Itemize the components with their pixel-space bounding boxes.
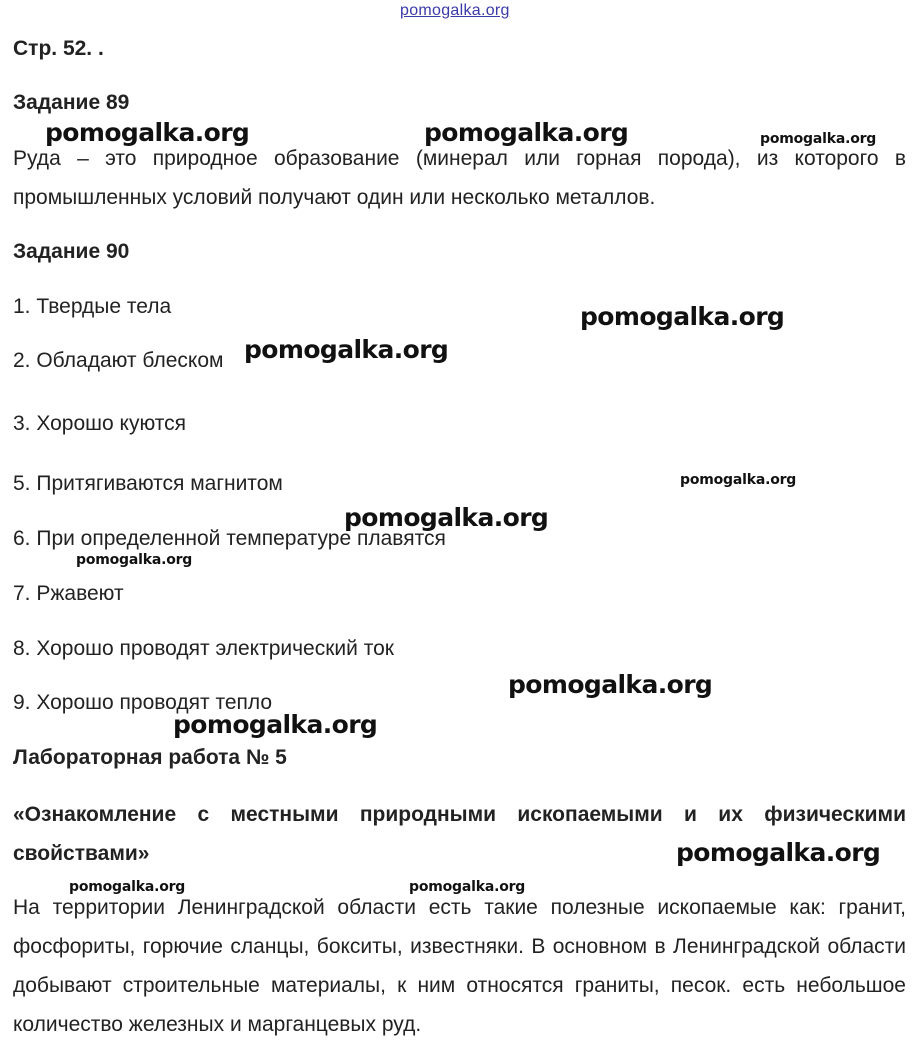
watermark: pomogalka.org: [580, 302, 785, 331]
task-90-item-5: 5. Притягиваются магнитом: [13, 472, 283, 495]
watermark: pomogalka.org: [45, 118, 250, 147]
watermark: pomogalka.org: [69, 879, 186, 895]
task-90-item-9: 9. Хорошо проводят тепло: [13, 691, 273, 714]
task-89-title: Задание 89: [13, 91, 130, 114]
task-89-text: Руда – это природное образование (минерал или горная порода), из которого в промышленных условий получают один или несколько металлов.: [13, 147, 906, 209]
lab-title: Лабораторная работа № 5: [13, 746, 287, 769]
watermark: pomogalka.org: [344, 503, 549, 532]
lab-text: На территории Ленинградской области есть такие полезные ископаемые как: гранит, фосфориты, горючие сланцы, бокситы, известняки. В основном в Ленинградской области добывают строительные материалы, к ним относятся граниты, песок. есть небольшое количество железных и марганцевых руд.: [13, 896, 906, 1036]
watermark: pomogalka.org: [760, 131, 877, 147]
task-90-item-7: 7. Ржавеют: [13, 582, 124, 605]
task-90-title: Задание 90: [13, 240, 130, 263]
watermark: pomogalka.org: [424, 118, 629, 147]
task-90-item-1: 1. Твердые тела: [13, 295, 172, 318]
task-90-item-6: 6. При определенной температуре плавятся: [13, 527, 446, 550]
task-90-item-2: 2. Обладают блеском: [13, 349, 224, 372]
task-90-item-8: 8. Хорошо проводят электрический ток: [13, 637, 394, 660]
watermark: pomogalka.org: [409, 879, 526, 895]
watermark: pomogalka.org: [676, 838, 881, 867]
watermark: pomogalka.org: [508, 670, 713, 699]
lab-subtitle: «Ознакомление с местными природными ископаемыми и их физическими свойствами»: [13, 803, 906, 865]
watermark: pomogalka.org: [244, 335, 449, 364]
watermark: pomogalka.org: [173, 710, 378, 739]
task-90-item-3: 3. Хорошо куются: [13, 412, 186, 435]
watermark: pomogalka.org: [680, 472, 797, 488]
watermark: pomogalka.org: [76, 552, 193, 568]
site-link[interactable]: pomogalka.org: [400, 2, 510, 19]
page-reference: Стр. 52. .: [13, 37, 104, 60]
